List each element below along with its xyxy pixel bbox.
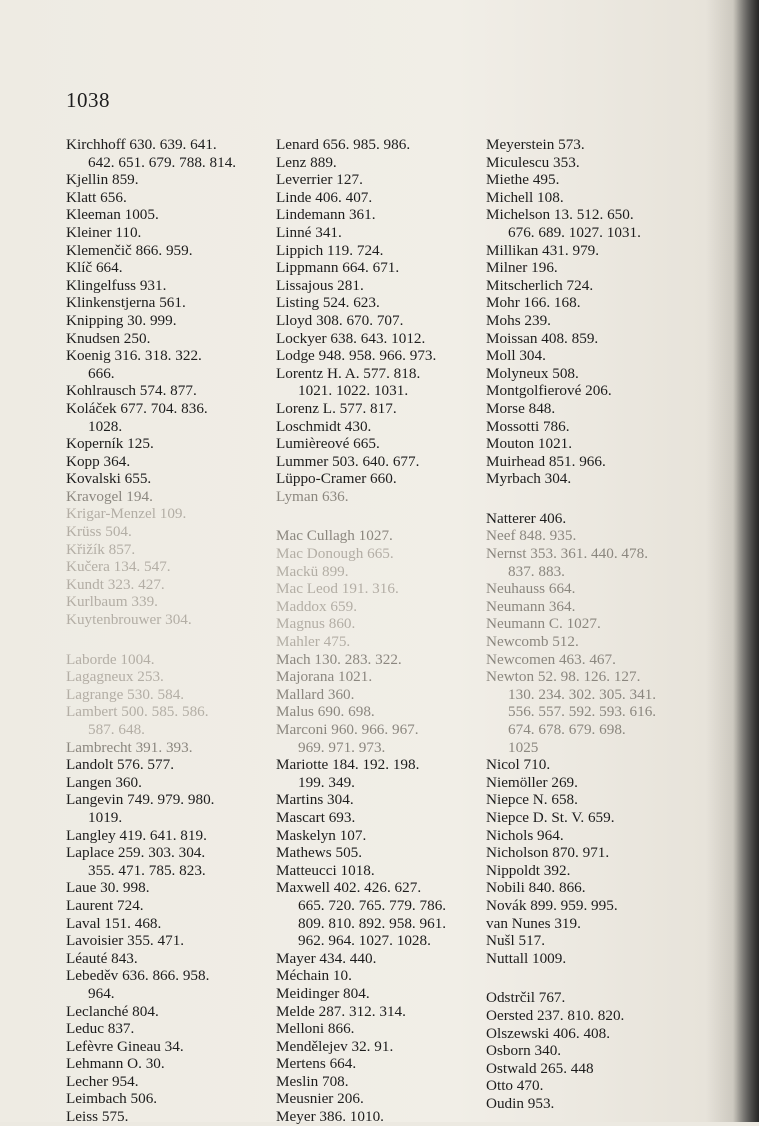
index-entry: Newcomb 512. (486, 633, 579, 651)
index-entry-continuation: 665. 720. 765. 779. 786. (298, 896, 447, 914)
index-entry: Klingelfuss 931. (66, 276, 167, 294)
index-entry-continuation: 809. 810. 892. 958. 961. (298, 914, 447, 932)
index-entry: Maxwell 402. 426. 627. (276, 879, 422, 897)
index-entry-continuation: 355. 471. 785. 823. (88, 861, 206, 879)
index-entry-continuation: 666. (88, 364, 115, 382)
index-entry: Meusnier 206. (276, 1090, 364, 1108)
index-entry: Mathews 505. (276, 844, 363, 862)
index-entry: Oudin 953. (486, 1094, 555, 1112)
index-entry: Melloni 866. (276, 1020, 355, 1038)
index-entry: Leiss 575. (66, 1108, 129, 1126)
index-entry: Natterer 406. (486, 509, 567, 527)
index-entry-continuation: 556. 557. 592. 593. 616. (508, 703, 657, 721)
index-entry-continuation: 964. (88, 984, 115, 1002)
index-entry: Odstrčil 767. (486, 989, 566, 1007)
index-entry: Melde 287. 312. 314. (276, 1002, 406, 1020)
index-entry: Neumann 364. (486, 597, 576, 615)
index-entry: Lindemann 361. (276, 206, 376, 224)
index-entry: Linné 341. (276, 223, 342, 241)
index-entry: Michell 108. (486, 188, 564, 206)
index-entry: Krigar-Menzel 109. (66, 505, 187, 523)
index-entry: Klíč 664. (66, 259, 123, 277)
index-entry: Lefèvre Gineau 34. (66, 1037, 184, 1055)
index-entry: Osborn 340. (486, 1042, 562, 1060)
index-entry: Nušl 517. (486, 932, 546, 950)
index-entry: Leduc 837. (66, 1020, 135, 1038)
index-entry: Leimbach 506. (66, 1090, 158, 1108)
index-entry: Koenig 316. 318. 322. (66, 347, 202, 365)
index-entry-continuation: 130. 234. 302. 305. 341. (508, 685, 657, 703)
index-entry: Lockyer 638. 643. 1012. (276, 329, 426, 347)
index-entry: Kučera 134. 547. (66, 558, 171, 576)
index-entry-continuation: 1028. (88, 417, 123, 435)
index-entry: Nicol 710. (486, 756, 551, 774)
index-entry: Magnus 860. (276, 615, 356, 633)
index-entry: Mertens 664. (276, 1055, 357, 1073)
index-entry-continuation: 1025 (508, 738, 539, 756)
index-entry: Méchain 10. (276, 967, 352, 985)
index-entry: Kopp 364. (66, 452, 131, 470)
index-entry: Milner 196. (486, 259, 558, 277)
index-entry: Ostwald 265. 448 (486, 1059, 594, 1077)
index-entry: Nichols 964. (486, 826, 564, 844)
index-entry: Laue 30. 998. (66, 879, 150, 897)
index-entry: Majorana 1021. (276, 668, 373, 686)
index-entry: Laval 151. 468. (66, 914, 162, 932)
index-entry-continuation: 674. 678. 679. 698. (508, 721, 626, 738)
index-entry: Mayer 434. 440. (276, 949, 377, 967)
index-entry: Langley 419. 641. 819. (66, 826, 207, 844)
index-entry: Newton 52. 98. 126. 127. (486, 668, 641, 686)
index-entry: Kovalski 655. (66, 470, 152, 488)
index-entry: Mackü 899. (276, 562, 349, 580)
index-entry: Knudsen 250. (66, 329, 151, 347)
index-entry-continuation: 1019. (88, 808, 123, 826)
index-entry: Mendělejev 32. 91. (276, 1037, 394, 1055)
index-entry: Mac Cullagh 1027. (276, 527, 393, 545)
index-entry: Nuttall 1009. (486, 949, 567, 967)
index-entry: Kundt 323. 427. (66, 575, 165, 593)
index-entry: Laborde 1004. (66, 650, 155, 668)
index-entry: Maskelyn 107. (276, 826, 367, 844)
index-entry: Mallard 360. (276, 685, 355, 703)
index-entry: Meidinger 804. (276, 984, 370, 1002)
index-entry: Miethe 495. (486, 171, 560, 189)
index-entry: Meyer 386. 1010. (276, 1108, 384, 1126)
index-entry: Lenz 889. (276, 153, 337, 171)
index-entry-continuation: 642. 651. 679. 788. 814. (88, 153, 237, 171)
index-entry: Matteucci 1018. (276, 861, 375, 879)
index-entry: Newcomen 463. 467. (486, 650, 616, 668)
index-entry-continuation: 1021. 1022. 1031. (298, 382, 409, 400)
index-entry: Mossotti 786. (486, 417, 570, 435)
index-entry: Lyman 636. (276, 487, 349, 505)
index-entry-continuation: 962. 964. 1027. 1028. (298, 932, 431, 950)
index-entry: Linde 406. 407. (276, 188, 373, 206)
index-entry: Lambrecht 391. 393. (66, 738, 193, 756)
index-entry: Muirhead 851. 966. (486, 452, 606, 470)
index-entry: Laurent 724. (66, 896, 144, 914)
index-entry: van Nunes 319. (486, 914, 581, 932)
index-entry: Koláček 677. 704. 836. (66, 399, 208, 417)
index-entry: Mac Donough 665. (276, 545, 394, 563)
index-entry: Lebeděv 636. 866. 958. (66, 967, 210, 985)
index-entry: Listing 524. 623. (276, 294, 380, 312)
index-entry: Nicholson 870. 971. (486, 844, 610, 862)
index-entry: Niepce D. St. V. 659. (486, 808, 615, 826)
index-entry: Moissan 408. 859. (486, 329, 599, 347)
index-entry: Mariotte 184. 192. 198. (276, 756, 420, 774)
index-entry: Léauté 843. (66, 949, 138, 967)
index-entry: Neumann C. 1027. (486, 615, 601, 633)
index-entry: Leverrier 127. (276, 171, 363, 189)
index-entry-continuation: 676. 689. 1027. 1031. (508, 223, 641, 241)
index-entry: Kirchhoff 630. 639. 641. (66, 136, 217, 153)
section-gap (486, 488, 716, 510)
index-entry: Lloyd 308. 670. 707. (276, 311, 404, 329)
index-entry: Moll 304. (486, 347, 546, 365)
index-entry: Mohs 239. (486, 311, 551, 329)
index-entry: Oersted 237. 810. 820. (486, 1006, 625, 1024)
section-gap (276, 505, 486, 527)
index-entry: Langevin 749. 979. 980. (66, 791, 215, 809)
index-entry: Niemöller 269. (486, 773, 578, 791)
section-gap (486, 967, 716, 989)
index-entry: Laplace 259. 303. 304. (66, 844, 206, 862)
index-entry: Mach 130. 283. 322. (276, 650, 402, 668)
index-entry: Nippoldt 392. (486, 861, 571, 879)
index-entry: Lumièreové 665. (276, 435, 380, 453)
index-entry: Landolt 576. 577. (66, 756, 174, 774)
index-entry: Neuhauss 664. (486, 580, 576, 598)
index-entry: Lorenz L. 577. 817. (276, 399, 397, 417)
page-number: 1038 (66, 88, 110, 112)
index-entry-continuation: 969. 971. 973. (298, 738, 386, 756)
index-entry: Lorentz H. A. 577. 818. (276, 364, 421, 382)
index-entry: Neef 848. 935. (486, 527, 577, 545)
index-entry: Koperník 125. (66, 435, 154, 453)
index-entry: Martins 304. (276, 791, 354, 809)
index-entry: Knipping 30. 999. (66, 311, 177, 329)
index-entry: Mahler 475. (276, 633, 351, 651)
index-entry: Langen 360. (66, 773, 142, 791)
index-entry: Lüppo-Cramer 660. (276, 470, 397, 488)
index-entry-continuation: 837. 883. (508, 562, 565, 580)
index-entry: Lecher 954. (66, 1072, 139, 1090)
index-entry: Maddox 659. (276, 597, 357, 615)
index-entry: Niepce N. 658. (486, 791, 578, 809)
index-entry: Otto 470. (486, 1077, 544, 1095)
index-entry: Lehmann O. 30. (66, 1055, 165, 1073)
book-spine-shadow (733, 0, 759, 1122)
index-entry: Novák 899. 959. 995. (486, 896, 618, 914)
index-entry: Molyneux 508. (486, 364, 579, 382)
index-column-1 (66, 136, 266, 1126)
index-entry: Kuytenbrouwer 304. (66, 611, 192, 629)
index-entry-continuation: 199. 349. (298, 773, 355, 791)
index-entry: Lagagneux 253. (66, 668, 164, 686)
index-entry: Lavoisier 355. 471. (66, 932, 185, 950)
index-entry: Mohr 166. 168. (486, 294, 581, 312)
index-entry: Nobili 840. 866. (486, 879, 586, 897)
index-entry: Lippmann 664. 671. (276, 259, 400, 277)
index-entry: Lenard 656. 985. 986. (276, 136, 411, 153)
section-gap (66, 629, 266, 651)
index-entry: Montgolfierové 206. (486, 382, 612, 400)
index-entry: Kleeman 1005. (66, 206, 159, 224)
index-entry: Lippich 119. 724. (276, 241, 384, 259)
index-column-2 (276, 136, 486, 1126)
index-entry: Meyerstein 573. (486, 136, 585, 153)
index-entry: Morse 848. (486, 399, 556, 417)
index-entry: Klemenčič 866. 959. (66, 241, 193, 259)
index-entry: Lummer 503. 640. 677. (276, 452, 420, 470)
index-entry: Myrbach 304. (486, 470, 572, 488)
index-entry: Lagrange 530. 584. (66, 685, 185, 703)
index-entry: Leclanché 804. (66, 1002, 159, 1020)
index-entry: Mac Leod 191. 316. (276, 580, 399, 598)
index-entry: Malus 690. 698. (276, 703, 375, 721)
index-entry: Mascart 693. (276, 808, 356, 826)
index-entry: Kurlbaum 339. (66, 593, 158, 611)
index-entry: Kohlrausch 574. 877. (66, 382, 197, 400)
index-entry: Lissajous 281. (276, 276, 364, 294)
index-entry: Olszewski 406. 408. (486, 1024, 611, 1042)
index-entry: Michelson 13. 512. 650. (486, 206, 634, 224)
index-entry: Meslin 708. (276, 1072, 349, 1090)
index-entry: Kleiner 110. (66, 223, 142, 241)
index-entry: Mouton 1021. (486, 435, 573, 453)
index-entry: Marconi 960. 966. 967. (276, 721, 419, 738)
index-entry: Mitscherlich 724. (486, 276, 594, 294)
index-entry: Klinkenstjerna 561. (66, 294, 186, 312)
index-entry: Millikan 431. 979. (486, 241, 600, 259)
index-entry: Klatt 656. (66, 188, 127, 206)
index-entry: Kjellin 859. (66, 171, 139, 189)
index-column-3 (486, 136, 716, 1112)
index-entry: Loschmidt 430. (276, 417, 372, 435)
index-entry: Křižík 857. (66, 540, 136, 558)
index-entry: Miculescu 353. (486, 153, 580, 171)
index-entry-continuation: 587. 648. (88, 721, 145, 738)
index-entry: Krüss 504. (66, 523, 132, 541)
index-entry: Lambert 500. 585. 586. (66, 703, 209, 721)
index-entry: Kravogel 194. (66, 487, 153, 505)
index-entry: Nernst 353. 361. 440. 478. (486, 545, 648, 563)
index-entry: Lodge 948. 958. 966. 973. (276, 347, 437, 365)
